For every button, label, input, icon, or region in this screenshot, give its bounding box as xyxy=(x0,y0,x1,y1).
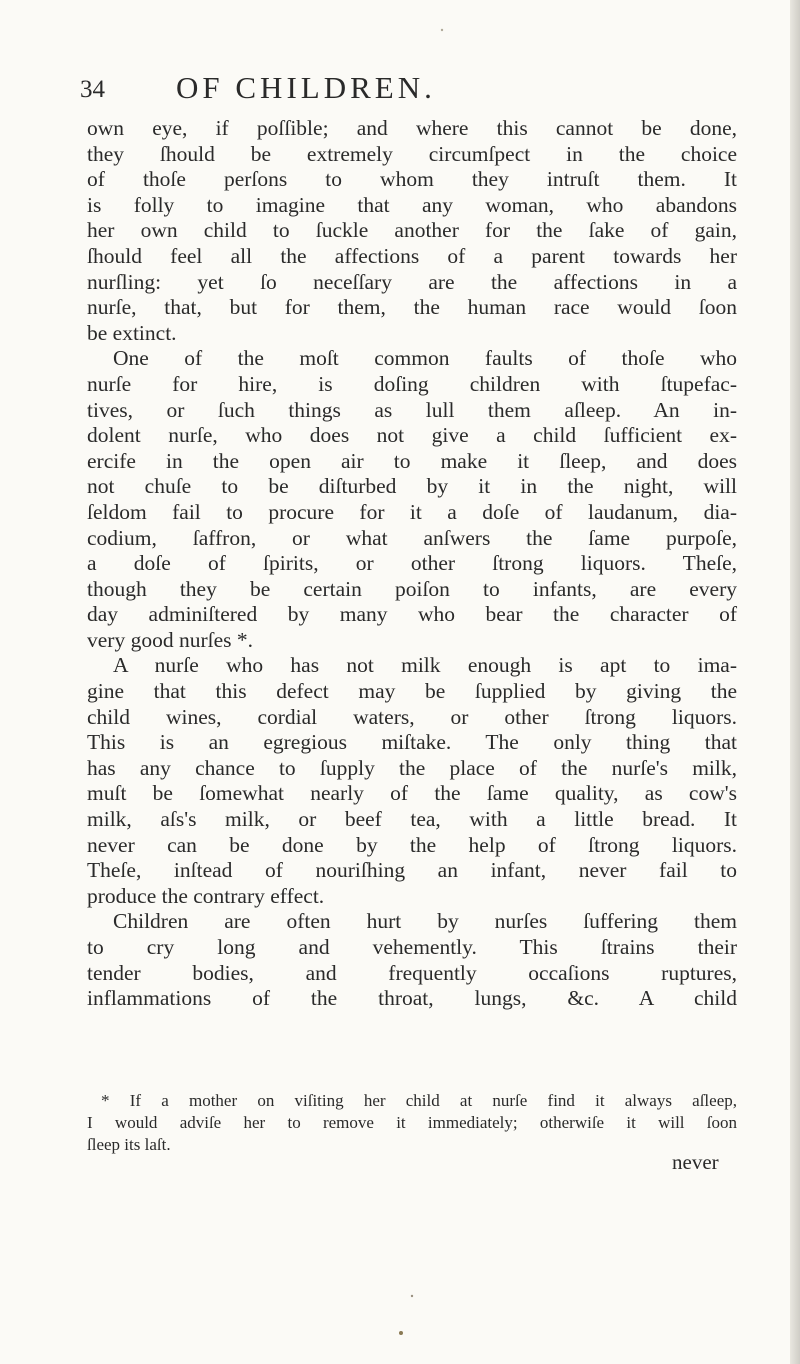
text-line: though they be certain poiſon to infants, are every xyxy=(87,576,737,601)
text-line: gine that this defect may be ſupplied by giving the xyxy=(87,679,737,704)
text-line: milk, aſs's milk, or beef tea, with a little bread. It xyxy=(87,807,737,832)
footnote-line: ſleep its laſt. xyxy=(87,1135,171,1154)
text-line: tives, or ſuch things as lull them aſleep. An in- xyxy=(87,397,737,422)
text-line: of thoſe perſons to whom they intruſt them. It xyxy=(87,167,737,192)
text-line: ſhould feel all the affections of a parent towards her xyxy=(87,243,737,268)
paragraph-end-line: be extinct. xyxy=(87,320,177,345)
text-line: child wines, cordial waters, or other ſtrong liquors. xyxy=(87,704,737,729)
text-line: inflammations of the throat, lungs, &c. A child xyxy=(87,986,737,1011)
text-line: has any chance to ſupply the place of the nurſe's milk, xyxy=(87,755,737,780)
paragraph-start-line: One of the moſt common faults of thoſe who xyxy=(113,346,737,371)
text-line: tender bodies, and frequently occaſions ruptures, xyxy=(87,960,737,985)
text-line: her own child to ſuckle another for the ſake of gain, xyxy=(87,218,737,243)
text-line: codium, ſaffron, or what anſwers the ſame purpoſe, xyxy=(87,525,737,550)
ink-speck xyxy=(411,1295,413,1297)
text-line: never can be done by the help of ſtrong liquors. xyxy=(87,832,737,857)
text-line: ercife in the open air to make it ſleep, and does xyxy=(87,448,737,473)
text-line: Theſe, inſtead of nouriſhing an infant, never fail to xyxy=(87,858,737,883)
text-line: not chuſe to be diſturbed by it in the night, will xyxy=(87,474,737,499)
text-line: to cry long and vehemently. This ſtrains their xyxy=(87,935,737,959)
running-head: OF CHILDREN. xyxy=(176,70,436,105)
page-number: 34 xyxy=(80,76,105,103)
text-line: is folly to imagine that any woman, who abandons xyxy=(87,192,737,217)
text-line: a doſe of ſpirits, or other ſtrong liquors. Theſe, xyxy=(87,551,737,576)
text-line: nurſe, that, but for them, the human race would ſoon xyxy=(87,295,737,320)
text-line: This is an egregious miſtake. The only thing that xyxy=(87,730,737,755)
paragraph-end-line: very good nurſes *. xyxy=(87,627,253,652)
paragraph-start-line: Children are often hurt by nurſes ſuffering them xyxy=(113,909,737,934)
text-line: ſeldom fail to procure for it a doſe of laudanum, dia- xyxy=(87,499,737,524)
text-line: they ſhould be extremely circumſpect in the choice xyxy=(87,141,737,166)
text-line: muſt be ſomewhat nearly of the ſame quality, as cow's xyxy=(87,781,737,806)
text-line: dolent nurſe, who does not give a child ſufficient ex- xyxy=(87,423,737,448)
text-line: day adminiſtered by many who bear the character of xyxy=(87,602,737,627)
text-line: nurſling: yet ſo neceſſary are the affections in a xyxy=(87,269,737,294)
ink-speck xyxy=(441,29,443,31)
ink-speck xyxy=(399,1331,403,1335)
footnote-line: * If a mother on viſiting her child at nurſe find it always aſleep, xyxy=(101,1091,737,1110)
paragraph-end-line: produce the contrary effect. xyxy=(87,883,325,908)
footnote-line: I would adviſe her to remove it immediately; otherwiſe it will ſoon xyxy=(87,1113,737,1132)
text-line: own eye, if poſſible; and where this cannot be done, xyxy=(87,116,737,140)
text-line: nurſe for hire, is doſing children with ſtupefac- xyxy=(87,371,737,396)
catchword: never xyxy=(672,1150,719,1174)
paragraph-start-line: A nurſe who has not milk enough is apt to ima- xyxy=(113,653,737,678)
